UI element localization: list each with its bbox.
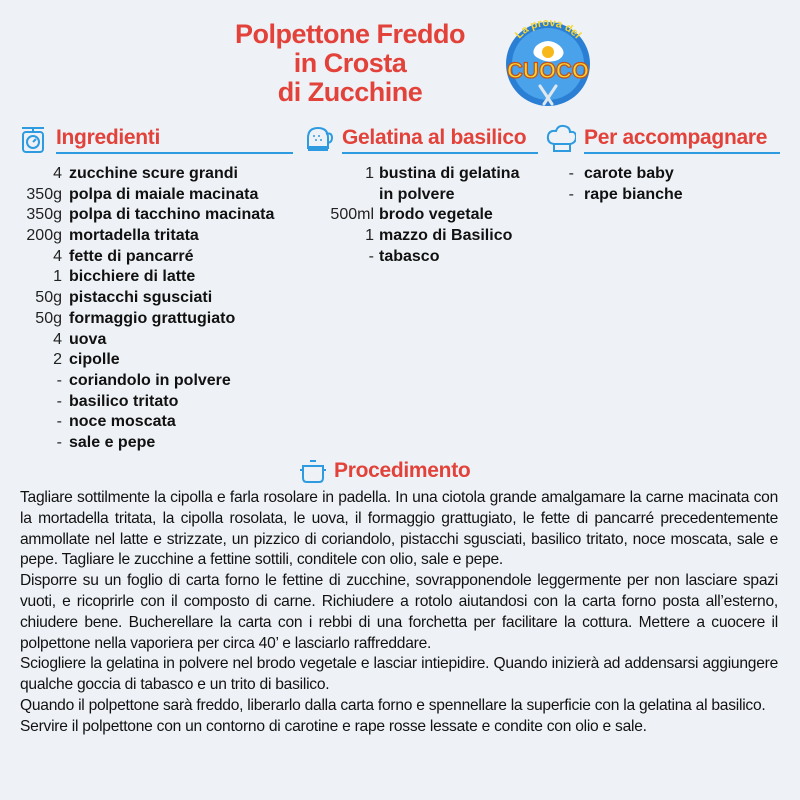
list-item xyxy=(20,205,300,226)
list-item xyxy=(304,164,544,185)
list-item xyxy=(20,330,300,351)
ingredient-name: carote baby xyxy=(584,165,674,182)
ingredient-name: in polvere xyxy=(379,185,455,203)
title-line-3: di Zucchine xyxy=(277,77,423,107)
list-item xyxy=(20,267,300,288)
procedure-paragraph: Servire il polpettone con un contorno di carotine e rape rosse lessate e condite con olio e sale. xyxy=(20,717,647,735)
ingredient-name: formaggio grattugiato xyxy=(69,309,236,327)
ingredient-name: bicchiere di latte xyxy=(69,268,196,286)
ingredient-qty: - xyxy=(368,247,374,265)
procedure-header xyxy=(298,456,518,488)
list-item xyxy=(546,185,782,206)
logo-main-text: CUOCO xyxy=(507,58,589,83)
gelatina-underline xyxy=(342,152,538,154)
list-item xyxy=(304,226,544,247)
ingredient-name: coriandolo in polvere xyxy=(69,371,231,389)
list-item xyxy=(20,164,300,185)
list-item xyxy=(20,226,300,247)
ingredient-name: uova xyxy=(69,330,107,348)
ingredient-name: bustina di gelatina xyxy=(379,165,520,182)
ingredient-qty: 350g xyxy=(26,185,62,203)
ingredient-qty: 1 xyxy=(53,268,62,286)
list-item xyxy=(20,309,300,330)
ingredients-heading: Ingredienti xyxy=(56,126,161,149)
list-item xyxy=(20,412,300,433)
ingredient-qty: 500ml xyxy=(330,206,374,224)
list-item xyxy=(20,247,300,268)
accompany-heading: Per accompagnare xyxy=(584,126,768,149)
ingredient-name: cipolle xyxy=(69,351,120,369)
ingredient-name: polpa di tacchino macinata xyxy=(69,206,275,224)
recipe-title xyxy=(200,20,500,107)
list-item xyxy=(20,288,300,309)
ingredient-qty: 50g xyxy=(35,309,62,327)
procedure-paragraph: Tagliare sottilmente la cipolla e farla rosolare in padella. In una ciotola grande amalgamare la carne macinata con la mortadella tritata, la cipolla rosolata, le uova, il formaggio grattugiato, le fette di pancarré precedentemente ammollate nel latte e strizzate, un pizzico di coriandolo, pistacchi sgusciati, basilico tritato, noce moscata, sale e pepe. Tagliare le zucchine a fettine sottili, conditele con olio, sale e pepe. xyxy=(20,489,778,569)
ingredient-qty: 4 xyxy=(53,165,62,182)
cooking-pot-icon xyxy=(298,456,328,486)
ingredient-qty: - xyxy=(568,165,574,182)
gelatina-list xyxy=(304,164,544,267)
la-prova-del-cuoco-logo xyxy=(496,16,600,112)
chef-hat-icon xyxy=(546,122,576,154)
ingredient-qty: 1 xyxy=(365,165,374,182)
ingredient-qty: - xyxy=(568,185,574,203)
procedure-text xyxy=(20,488,778,738)
procedure-paragraph: Quando il polpettone sarà freddo, liberarlo dalla carta forno e spennellare la superficie con la gelatina al basilico. xyxy=(20,696,766,714)
ingredient-qty: 200g xyxy=(26,227,62,245)
ingredient-name: fette di pancarré xyxy=(69,247,194,265)
ingredient-qty: 4 xyxy=(53,247,62,265)
ingredient-name: noce moscata xyxy=(69,413,176,431)
accompany-list xyxy=(546,164,782,205)
gelatina-header xyxy=(304,122,538,154)
ingredient-qty: - xyxy=(56,392,62,410)
list-item xyxy=(20,392,300,413)
procedure-paragraph: Sciogliere la gelatina in polvere nel brodo vegetale e lasciar intiepidire. Quando inizierà ad addensarsi aggiungere qualche goccia di tabasco e un trito di basilico. xyxy=(20,655,778,694)
ingredient-name: polpa di maiale macinata xyxy=(69,185,259,203)
ingredient-qty: 50g xyxy=(35,289,62,307)
ingredient-qty: 350g xyxy=(26,206,62,224)
accompany-underline xyxy=(584,152,780,154)
ingredient-qty: 2 xyxy=(53,351,62,369)
ingredient-qty: - xyxy=(56,433,62,451)
list-item xyxy=(20,185,300,206)
ingredients-underline xyxy=(56,152,293,154)
list-item xyxy=(20,350,300,371)
ingredient-name: basilico tritato xyxy=(69,392,179,410)
ingredients-header xyxy=(20,122,295,154)
ingredient-name: mortadella tritata xyxy=(69,227,199,245)
ingredient-name: pistacchi sgusciati xyxy=(69,289,213,307)
kitchen-scale-icon xyxy=(20,122,46,154)
logo-top-text: La prova del xyxy=(512,16,584,42)
gelatina-heading: Gelatina al basilico xyxy=(342,126,527,149)
list-item xyxy=(20,371,300,392)
list-item xyxy=(304,205,544,226)
title-line-2: in Crosta xyxy=(293,48,407,78)
list-item xyxy=(304,247,544,268)
list-item xyxy=(304,185,544,206)
ingredient-qty: 4 xyxy=(53,330,62,348)
ingredient-qty: - xyxy=(56,413,62,431)
ingredient-name: tabasco xyxy=(379,247,440,265)
oven-mitt-icon xyxy=(304,122,334,154)
ingredient-name: mazzo di Basilico xyxy=(379,227,513,245)
title-line-1: Polpettone Freddo xyxy=(235,19,465,49)
ingredient-name: rape bianche xyxy=(584,185,683,203)
ingredient-name: zucchine scure grandi xyxy=(69,165,238,182)
procedure-paragraph: Disporre su un foglio di carta forno le fettine di zucchine, sovrapponendole leggermente per non lasciare spazi vuoti, e ricoprirle con il composto di carne. Richiudere a rotolo aiutandosi con la carta forno posta all’esterno, chiudere bene. Bucherellare la carta con i rebbi di una forchetta per facilitare la cottura. Mettere a cuocere il polpettone nella vaporiera per circa 40’ e lasciarlo raffreddare. xyxy=(20,572,778,652)
ingredient-name: sale e pepe xyxy=(69,433,156,451)
ingredient-qty: 1 xyxy=(365,227,374,245)
list-item xyxy=(20,433,300,454)
procedure-heading: Procedimento xyxy=(334,459,471,482)
ingredient-qty: - xyxy=(56,371,62,389)
list-item xyxy=(546,164,782,185)
accompany-header xyxy=(546,122,782,154)
ingredients-list xyxy=(20,164,300,454)
ingredient-name: brodo vegetale xyxy=(379,206,493,224)
